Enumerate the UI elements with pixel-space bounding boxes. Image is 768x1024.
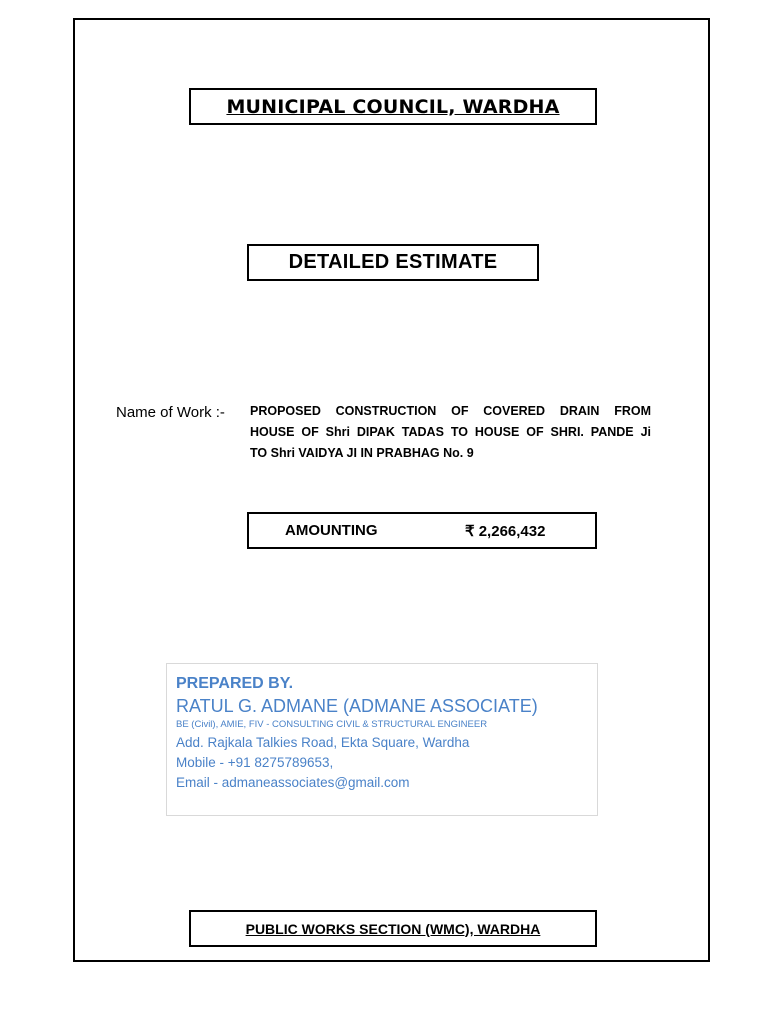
document-title: DETAILED ESTIMATE [288,251,498,273]
engineer-name: RATUL G. ADMANE (ADMANE ASSOCIATE) [176,696,538,716]
engineer-email: Email - admaneassociates@gmail.com [176,775,410,790]
amount-box [247,512,597,549]
council-header-box [189,88,597,125]
prepared-by-heading: PREPARED BY. [176,675,294,692]
amount-label: AMOUNTING [285,522,378,539]
name-of-work-description [250,401,651,464]
estimate-title-box [247,244,539,281]
amount-value: ₹ 2,266,432 [465,522,546,540]
work-line-3: TO Shri VAIDYA JI IN PRABHAG No. 9 [250,446,474,460]
name-of-work-label: Name of Work :- [116,404,225,421]
page-border [73,18,710,962]
prepared-by-box [166,663,598,816]
council-title: MUNICIPAL COUNCIL, WARDHA [226,95,560,118]
footer-section-box [189,910,597,947]
work-line-1: PROPOSED CONSTRUCTION OF COVERED DRAIN FROM [250,404,651,418]
engineer-qualification: BE (Civil), AMIE, FIV - CONSULTING CIVIL & STRUCTURAL ENGINEER [176,719,488,730]
work-line-2: HOUSE OF Shri DIPAK TADAS TO HOUSE OF SHRI. PANDE Ji [250,425,651,439]
engineer-mobile: Mobile - +91 8275789653, [176,755,334,770]
footer-section-title: PUBLIC WORKS SECTION (WMC), WARDHA [245,920,541,937]
engineer-address: Add. Rajkala Talkies Road, Ekta Square, Wardha [176,735,470,750]
